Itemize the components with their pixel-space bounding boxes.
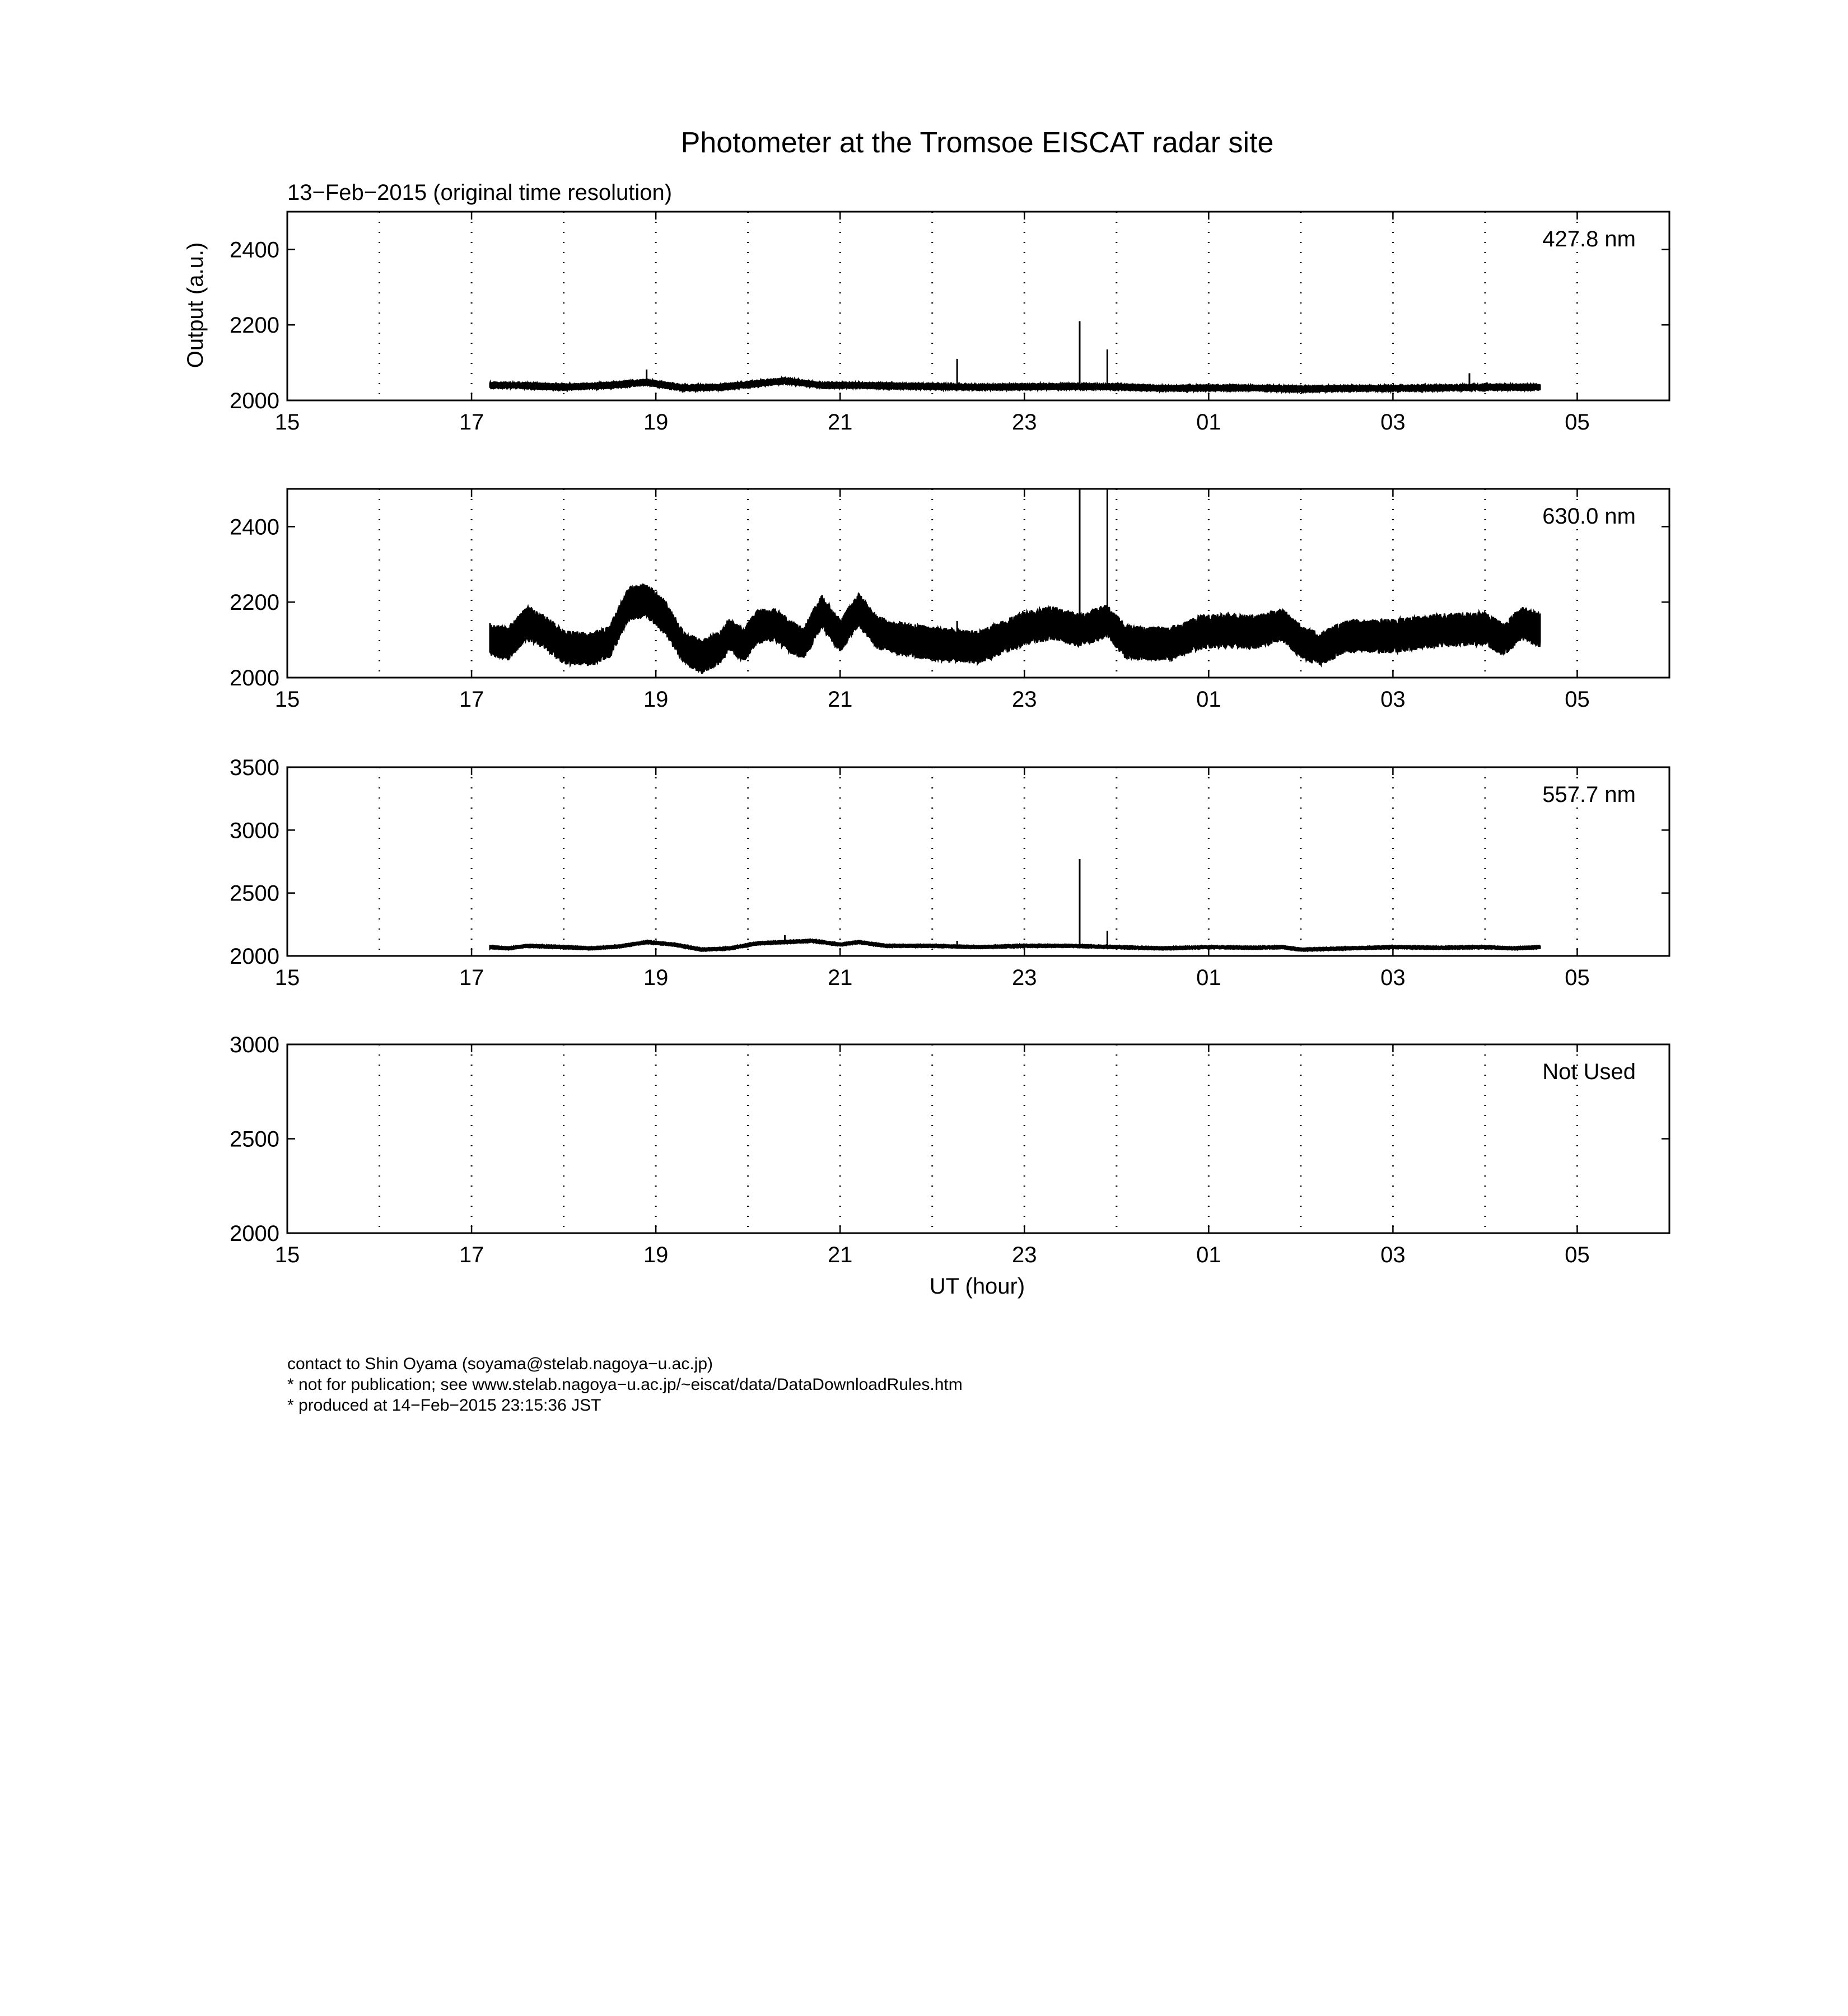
y-tick-label: 3500 [230,755,279,780]
y-tick-label: 2500 [230,881,279,906]
panel-frame [287,1044,1669,1233]
series-band [490,584,1540,673]
series-label: 557.7 nm [1542,782,1636,807]
x-tick-label: 23 [1012,687,1037,712]
x-tick-label: 15 [274,687,300,712]
panel-4 [230,1033,1669,1267]
y-tick-label: 3000 [230,1033,279,1057]
x-tick-label: 19 [643,1243,669,1267]
x-tick-label: 21 [827,410,853,435]
panels [230,212,1669,1267]
x-tick-label: 05 [1565,1243,1590,1267]
series-label: 630.0 nm [1542,504,1636,529]
x-tick-label: 19 [643,965,669,990]
x-tick-label: 19 [643,410,669,435]
x-tick-label: 01 [1196,1243,1221,1267]
y-tick-label: 3000 [230,818,279,843]
x-tick-label: 23 [1012,965,1037,990]
footer-line-3: * produced at 14−Feb−2015 23:15:36 JST [287,1396,601,1415]
x-tick-label: 03 [1380,1243,1406,1267]
panel-3 [230,755,1669,990]
series-label: Not Used [1542,1060,1636,1084]
y-tick-label: 2400 [230,515,279,540]
x-axis-label: UT (hour) [929,1274,1025,1299]
y-tick-label: 2500 [230,1127,279,1152]
x-tick-label: 21 [827,965,853,990]
y-tick-label: 2000 [230,944,279,969]
x-tick-label: 01 [1196,687,1221,712]
x-tick-label: 03 [1380,965,1406,990]
x-tick-label: 17 [459,1243,484,1267]
x-tick-label: 05 [1565,687,1590,712]
x-tick-label: 01 [1196,965,1221,990]
panel-2 [230,489,1669,712]
x-tick-label: 15 [274,410,300,435]
y-tick-label: 2000 [230,389,279,413]
panel-frame [287,212,1669,400]
footer-line-2: * not for publication; see www.stelab.nagoya−u.ac.jp/~eiscat/data/DataDownloadRules.htm [287,1375,963,1394]
y-tick-label: 2400 [230,237,279,263]
x-tick-label: 15 [274,965,300,990]
panel-frame [287,767,1669,956]
footer-line-1: contact to Shin Oyama (soyama@stelab.nagoya−u.ac.jp) [287,1355,713,1373]
x-tick-label: 19 [643,687,669,712]
x-tick-label: 21 [827,1243,853,1267]
x-tick-label: 17 [459,410,484,435]
x-tick-label: 03 [1380,410,1406,435]
x-tick-label: 17 [459,965,484,990]
figure-subtitle: 13−Feb−2015 (original time resolution) [287,180,673,205]
y-tick-label: 2200 [230,313,279,338]
x-tick-label: 03 [1380,687,1406,712]
figure-title: Photometer at the Tromsoe EISCAT radar site [680,127,1274,159]
y-tick-label: 2200 [230,590,279,615]
x-tick-label: 15 [274,1243,300,1267]
x-tick-label: 01 [1196,410,1221,435]
y-tick-label: 2000 [230,1221,279,1246]
series-band [490,378,1540,392]
y-axis-label: Output (a.u.) [183,242,208,368]
y-tick-label: 2000 [230,666,279,690]
x-tick-label: 05 [1565,965,1590,990]
panel-1 [230,212,1669,435]
x-tick-label: 21 [827,687,853,712]
x-tick-label: 23 [1012,410,1037,435]
x-tick-label: 05 [1565,410,1590,435]
x-tick-label: 23 [1012,1243,1037,1267]
series-label: 427.8 nm [1542,227,1636,251]
x-tick-label: 17 [459,687,484,712]
